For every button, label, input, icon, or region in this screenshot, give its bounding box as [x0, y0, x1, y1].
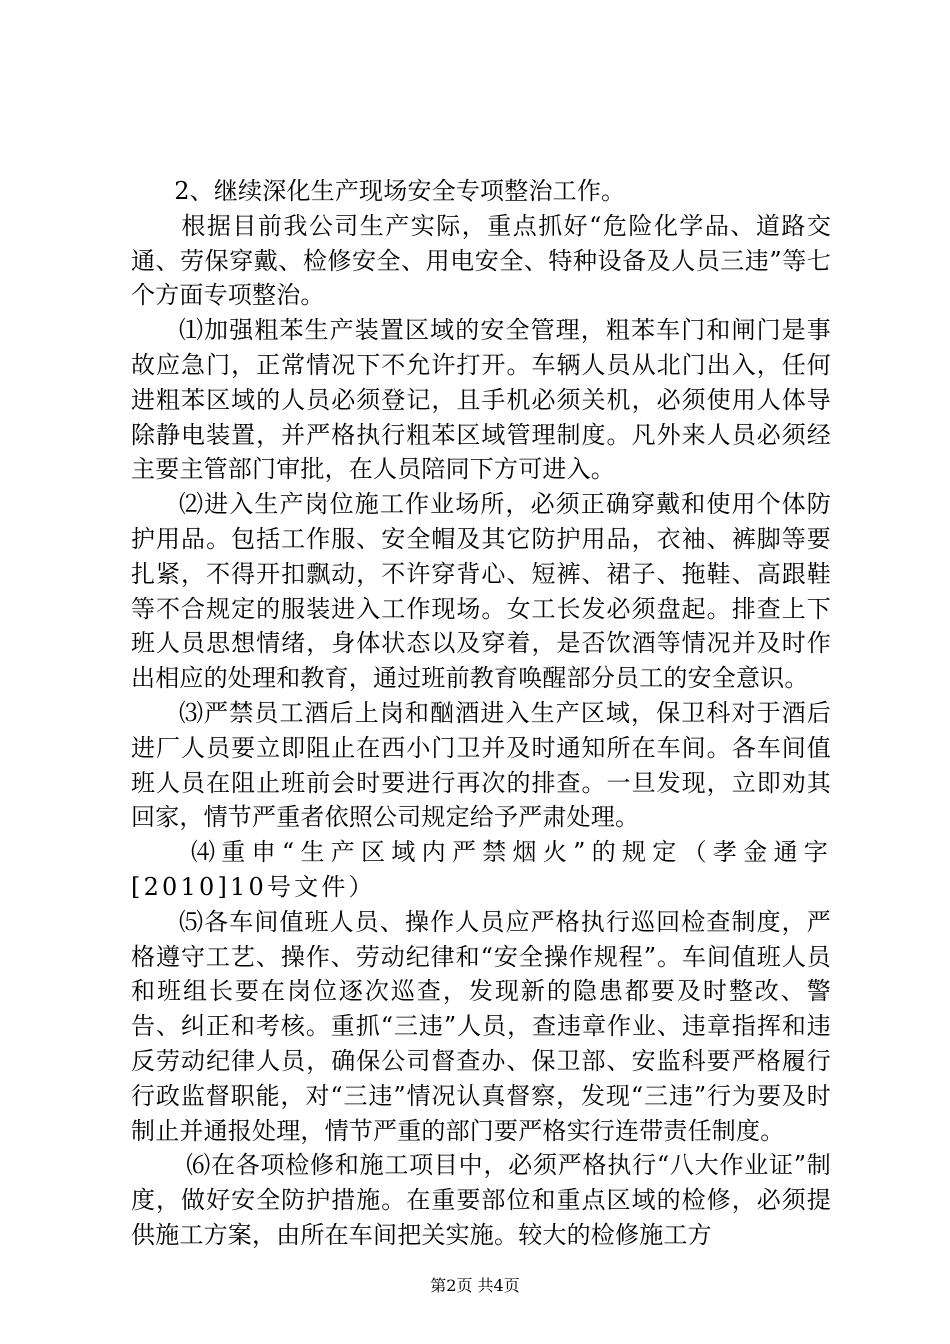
item-paragraph-2: ⑵进入生产岗位施工作业场所，必须正确穿戴和使用个体防护用品。包括工作服、安全帽及其它防护用品，衣袖、裤脚等要扎紧，不得开扣飘动，不许穿背心、短裤、裙子、拖鞋、高跟鞋等不合规定的服装进入工作现场。女工长发必须盘起。排查上下班人员思想情绪，身体状态以及穿着，是否饮酒等情况并及时作出相应的处理和教育，通过班前教育唤醒部分员工的安全意识。 — [131, 490, 831, 693]
section-heading: 2、继续深化生产现场安全专项整治工作。 — [174, 177, 626, 205]
item-paragraph-6: ⑹在各项检修和施工项目中，必须严格执行“八大作业证”制度，做好安全防护措施。在重要部位和重点区域的检修，必须提供施工方案，由所在车间把关实施。较大的检修施工方 — [131, 1151, 831, 1249]
item-paragraph-1: ⑴加强粗苯生产装置区域的安全管理，粗苯车门和闸门是事故应急门，正常情况下不允许打开。车辆人员从北门出入，任何进粗苯区域的人员必须登记，且手机必须关机，必须使用人体导除静电装置，并严格执行粗苯区域管理制度。凡外来人员必须经主要主管部门审批，在人员陪同下方可进入。 — [131, 316, 831, 484]
item-paragraph-5: ⑸各车间值班人员、操作人员应严格执行巡回检查制度，严格遵守工艺、操作、劳动纪律和“安全操作规程”。车间值班人员和班组长要在岗位逐次巡查，发现新的隐患都要及时整改、警告、纠正和考核。重抓“三违”人员，查违章作业、违章指挥和违反劳动纪律人员，确保公司督查办、保卫部、安监科要严格履行行政监督职能，对“三违”情况认真督察，发现“三违”行为要及时制止并通报处理，情节严重的部门要严格实行连带责任制度。 — [131, 907, 831, 1145]
intro-paragraph: 根据目前我公司生产实际，重点抓好“危险化学品、道路交通、劳保穿戴、检修安全、用电安全、特种设备及人员三违”等七个方面专项整治。 — [131, 211, 831, 310]
document-body — [131, 174, 831, 1253]
item-paragraph-4: ⑷重申“生产区域内严禁烟火”的规定（孝金通字[2010]10号文件） — [131, 838, 831, 901]
item-paragraph-3: ⑶严禁员工酒后上岗和酗酒进入生产区域，保卫科对于酒后进厂人员要立即阻止在西小门卫并及时通知所在车间。各车间值班人员在阻止班前会时要进行再次的排查。一旦发现，立即劝其回家，情节严重者依照公司规定给予严肃处理。 — [131, 698, 831, 832]
page-number-footer: 第2页 共4页 — [430, 1276, 520, 1295]
